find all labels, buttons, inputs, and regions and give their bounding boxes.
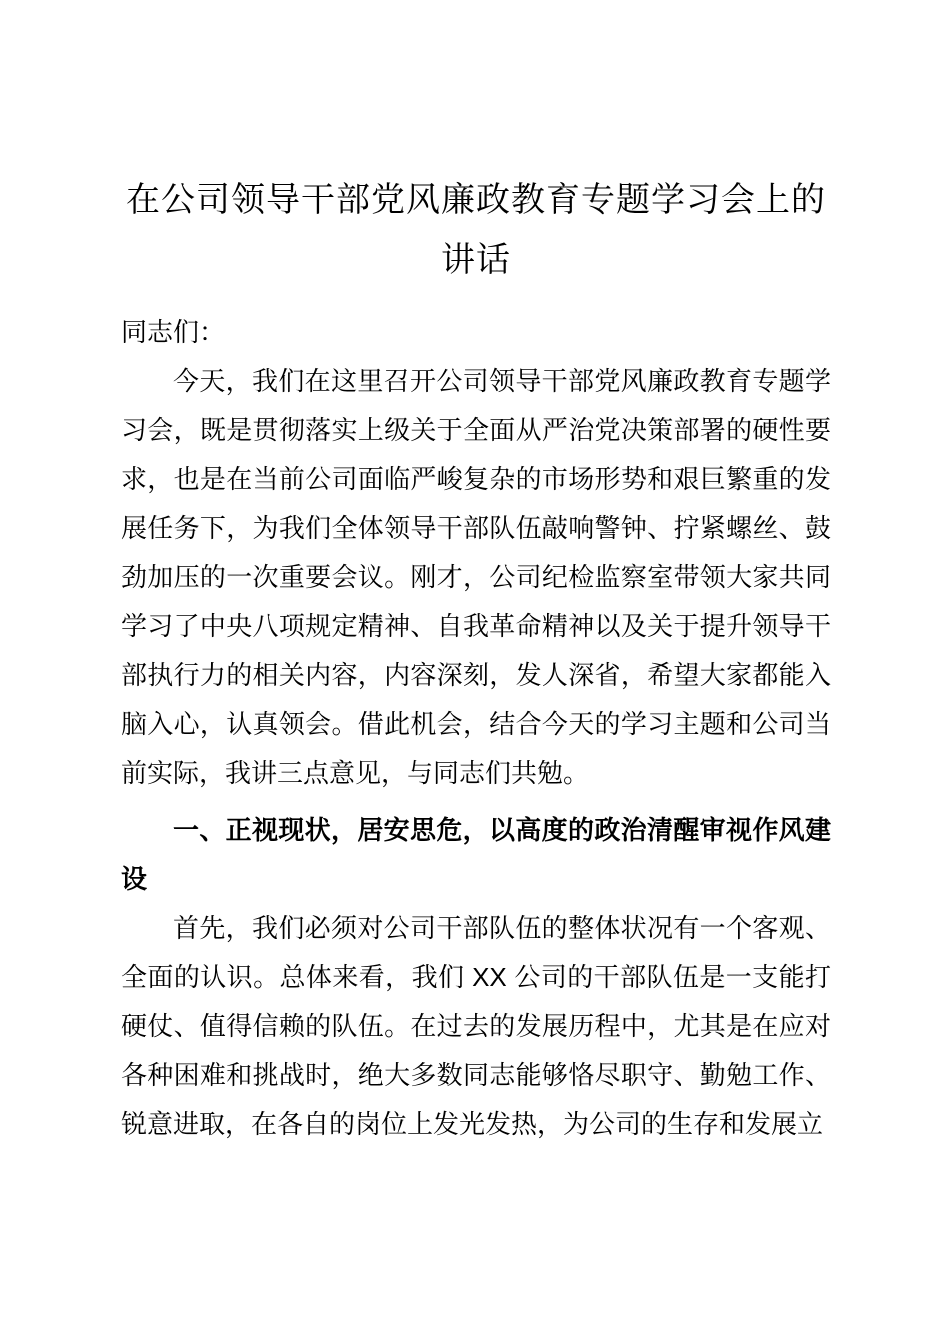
document-title: 在公司领导干部党风廉政教育专题学习会上的讲话 (126, 181, 826, 279)
opening-paragraph: 今天，我们在这里召开公司领导干部党风廉政教育专题学习会，既是贯彻落实上级关于全面从严治党决策部署的硬性要求，也是在当前公司面临严峻复杂的市场形势和艰巨繁重的发展任务下，为我们全体领导干部队伍敲响警钟、拧紧螺丝、鼓劲加压的一次重要会议。刚才，公司纪检监察室带领大家共同学习了中央八项规定精神、自我革命精神以及关于提升领导干部执行力的相关内容，内容深刻，发人深省，希望大家都能入脑入心，认真领会。借此机会，结合今天的学习主题和公司当前实际，我讲三点意见，与同志们共勉。 (121, 366, 831, 788)
section-1-paragraph: 首先，我们必须对公司干部队伍的整体状况有一个客观、全面的认识。总体来看，我们 XX 公司的干部队伍是一支能打硬仗、值得信赖的队伍。在过去的发展历程中，尤其是在应对各种困难和挑战时，绝大多数同志能够恪尽职守、勤勉工作、锐意进取，在各自的岗位上发光发热，为公司的生存和发展立 (121, 913, 831, 1139)
section-heading-1: 一、正视现状，居安思危，以高度的政治清醒审视作风建设 (121, 815, 831, 894)
salutation: 同志们： (121, 317, 226, 347)
